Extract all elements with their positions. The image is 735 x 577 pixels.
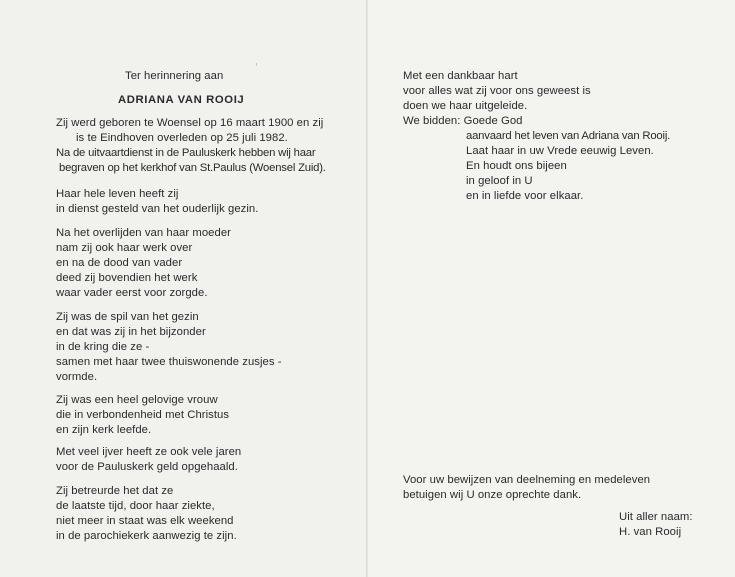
- prayer-line: En houdt ons bijeen: [466, 160, 567, 172]
- stanza-line: die in verbondenheid met Christus: [56, 409, 230, 421]
- prayer-line: Laat haar in uw Vrede eeuwig Leven.: [466, 145, 654, 157]
- intro-line: begraven op het kerkhof van St.Paulus (Woensel Zuid).: [59, 162, 326, 174]
- thanks-line: Met een dankbaar hart: [403, 70, 518, 82]
- stanza-line: en na de dood van vader: [56, 257, 183, 269]
- thanks-line: voor alles wat zij voor ons geweest is: [403, 85, 591, 97]
- stanza-line: de laatste tijd, door haar ziekte,: [56, 500, 215, 512]
- intro-line: Zij werd geboren te Woensel op 16 maart 1900 en zij: [56, 117, 324, 129]
- stanza-line: nam zij ook haar werk over: [56, 242, 193, 254]
- right-page: [368, 0, 735, 577]
- intro-line: Na de uitvaartdienst in de Pauluskerk hebben wij haar: [56, 147, 316, 159]
- intro-line: is te Eindhoven overleden op 25 juli 1982.: [76, 132, 288, 144]
- paper-speck: ᶦ: [256, 61, 258, 70]
- stanza-line: in dienst gesteld van het ouderlijk gezin.: [56, 203, 259, 215]
- stanza-line: in de parochiekerk aanwezig te zijn.: [56, 530, 237, 542]
- left-page: [0, 0, 367, 577]
- card-heading: Ter herinnering aan: [125, 70, 224, 82]
- stanza-line: Zij was een heel gelovige vrouw: [56, 394, 218, 406]
- thanks-line: doen we haar uitgeleide.: [403, 100, 528, 112]
- signature-name: H. van Rooij: [619, 526, 682, 538]
- stanza-line: Haar hele leven heeft zij: [56, 188, 179, 200]
- prayer-line: in geloof in U: [466, 175, 533, 187]
- prayer-intro: We bidden: Goede God: [403, 115, 523, 127]
- stanza-line: deed zij bovendien het werk: [56, 272, 198, 284]
- stanza-line: in de kring die ze -: [56, 341, 150, 353]
- stanza-line: samen met haar twee thuiswonende zusjes -: [56, 356, 282, 368]
- stanza-line: en dat was zij in het bijzonder: [56, 326, 206, 338]
- prayer-line: aanvaard het leven van Adriana van Rooij.: [466, 130, 671, 142]
- stanza-line: Na het overlijden van haar moeder: [56, 227, 231, 239]
- stanza-line: waar vader eerst voor zorgde.: [56, 287, 208, 299]
- stanza-line: Zij betreurde het dat ze: [56, 485, 174, 497]
- closing-line: betuigen wij U onze oprechte dank.: [403, 489, 582, 501]
- prayer-line: en in liefde voor elkaar.: [466, 190, 584, 202]
- deceased-name: ADRIANA VAN ROOIJ: [118, 94, 245, 106]
- stanza-line: niet meer in staat was elk weekend: [56, 515, 234, 527]
- closing-line: Voor uw bewijzen van deelneming en medeleven: [403, 474, 651, 486]
- signature-label: Uit aller naam:: [619, 511, 693, 523]
- stanza-line: Zij was de spil van het gezin: [56, 311, 199, 323]
- stanza-line: voor de Pauluskerk geld opgehaald.: [56, 461, 238, 473]
- stanza-line: vormde.: [56, 371, 98, 383]
- stanza-line: en zijn kerk leefde.: [56, 424, 152, 436]
- stanza-line: Met veel ijver heeft ze ook vele jaren: [56, 446, 242, 458]
